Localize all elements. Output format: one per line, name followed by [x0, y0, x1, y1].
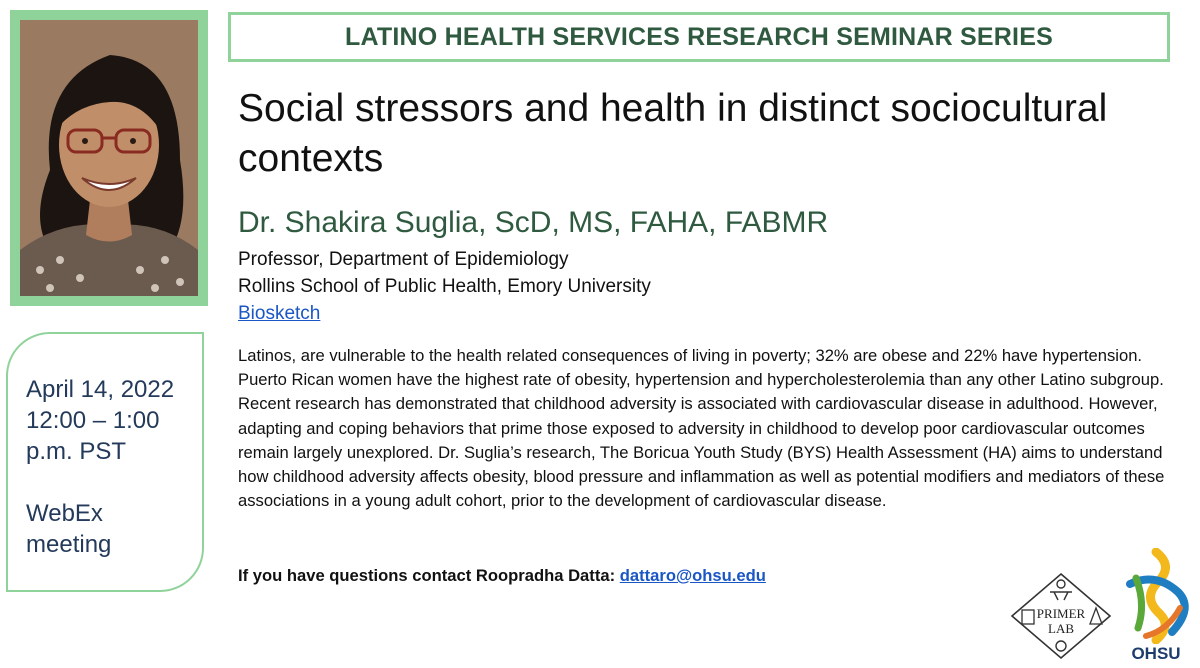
speaker-position: Professor, Department of Epidemiology	[238, 249, 569, 270]
speaker-institution: Rollins School of Public Health, Emory University	[238, 276, 651, 297]
event-date: April 14, 2022	[26, 376, 175, 403]
talk-abstract: Latinos, are vulnerable to the health related consequences of living in poverty; 32% are obese and 22% have hypertension. Puerto Rican women have the highest rate of obesity, hypertension and hypercholesterolemia than any other Latino subgroup. Recent research has demonstrated that childhood adversity is associated with cardiovascular disease in adulthood. However, adapting and coping behaviors that prime those exposed to adversity in childhood to develop poor cardiovascular outcomes remain largely unexplored. Dr. Suglia’s research, The Boricua Youth Study (BYS) Health Assessment (HA) aims to understand how childhood adversity affects obesity, blood pressure and inflammation as well as potential modifiers and mediators of these associations in a young adult cohort, prior to the development of cardiovascular disease.	[238, 346, 1165, 511]
spacer	[26, 467, 174, 498]
ohsu-emblem-icon	[1116, 548, 1196, 644]
event-venue-line2: meeting	[26, 531, 112, 558]
ohsu-logo	[1116, 548, 1196, 664]
lab-text: LAB	[1048, 621, 1074, 636]
contact-line	[238, 566, 766, 586]
speaker-affiliation	[238, 246, 651, 327]
ohsu-wordmark: OHSU	[1131, 644, 1181, 663]
talk-title: Social stressors and health in distinct sociocultural contexts	[238, 87, 1108, 180]
speaker-name: Dr. Shakira Suglia, ScD, MS, FAHA, FABMR	[238, 206, 829, 239]
event-venue-line1: WebEx	[26, 500, 103, 527]
contact-text: If you have questions contact Roopradha Datta:	[238, 566, 616, 585]
primer-lab-emblem	[1006, 570, 1116, 662]
event-time-start: 12:00 – 1:00	[26, 407, 160, 434]
speaker-portrait-image	[20, 20, 198, 296]
primer-lab-logo	[1006, 570, 1116, 662]
primer-text: PRIMER	[1036, 606, 1086, 621]
event-details	[26, 374, 174, 560]
seminar-series-banner: LATINO HEALTH SERVICES RESEARCH SEMINAR SERIES	[228, 12, 1170, 62]
speaker-photo	[20, 20, 198, 296]
event-time-zone: p.m. PST	[26, 438, 127, 465]
event-details-box	[6, 332, 204, 592]
speaker-photo-frame	[10, 10, 208, 306]
contact-email-link[interactable]: dattaro@ohsu.edu	[619, 566, 766, 585]
biosketch-link[interactable]: Biosketch	[238, 303, 321, 324]
